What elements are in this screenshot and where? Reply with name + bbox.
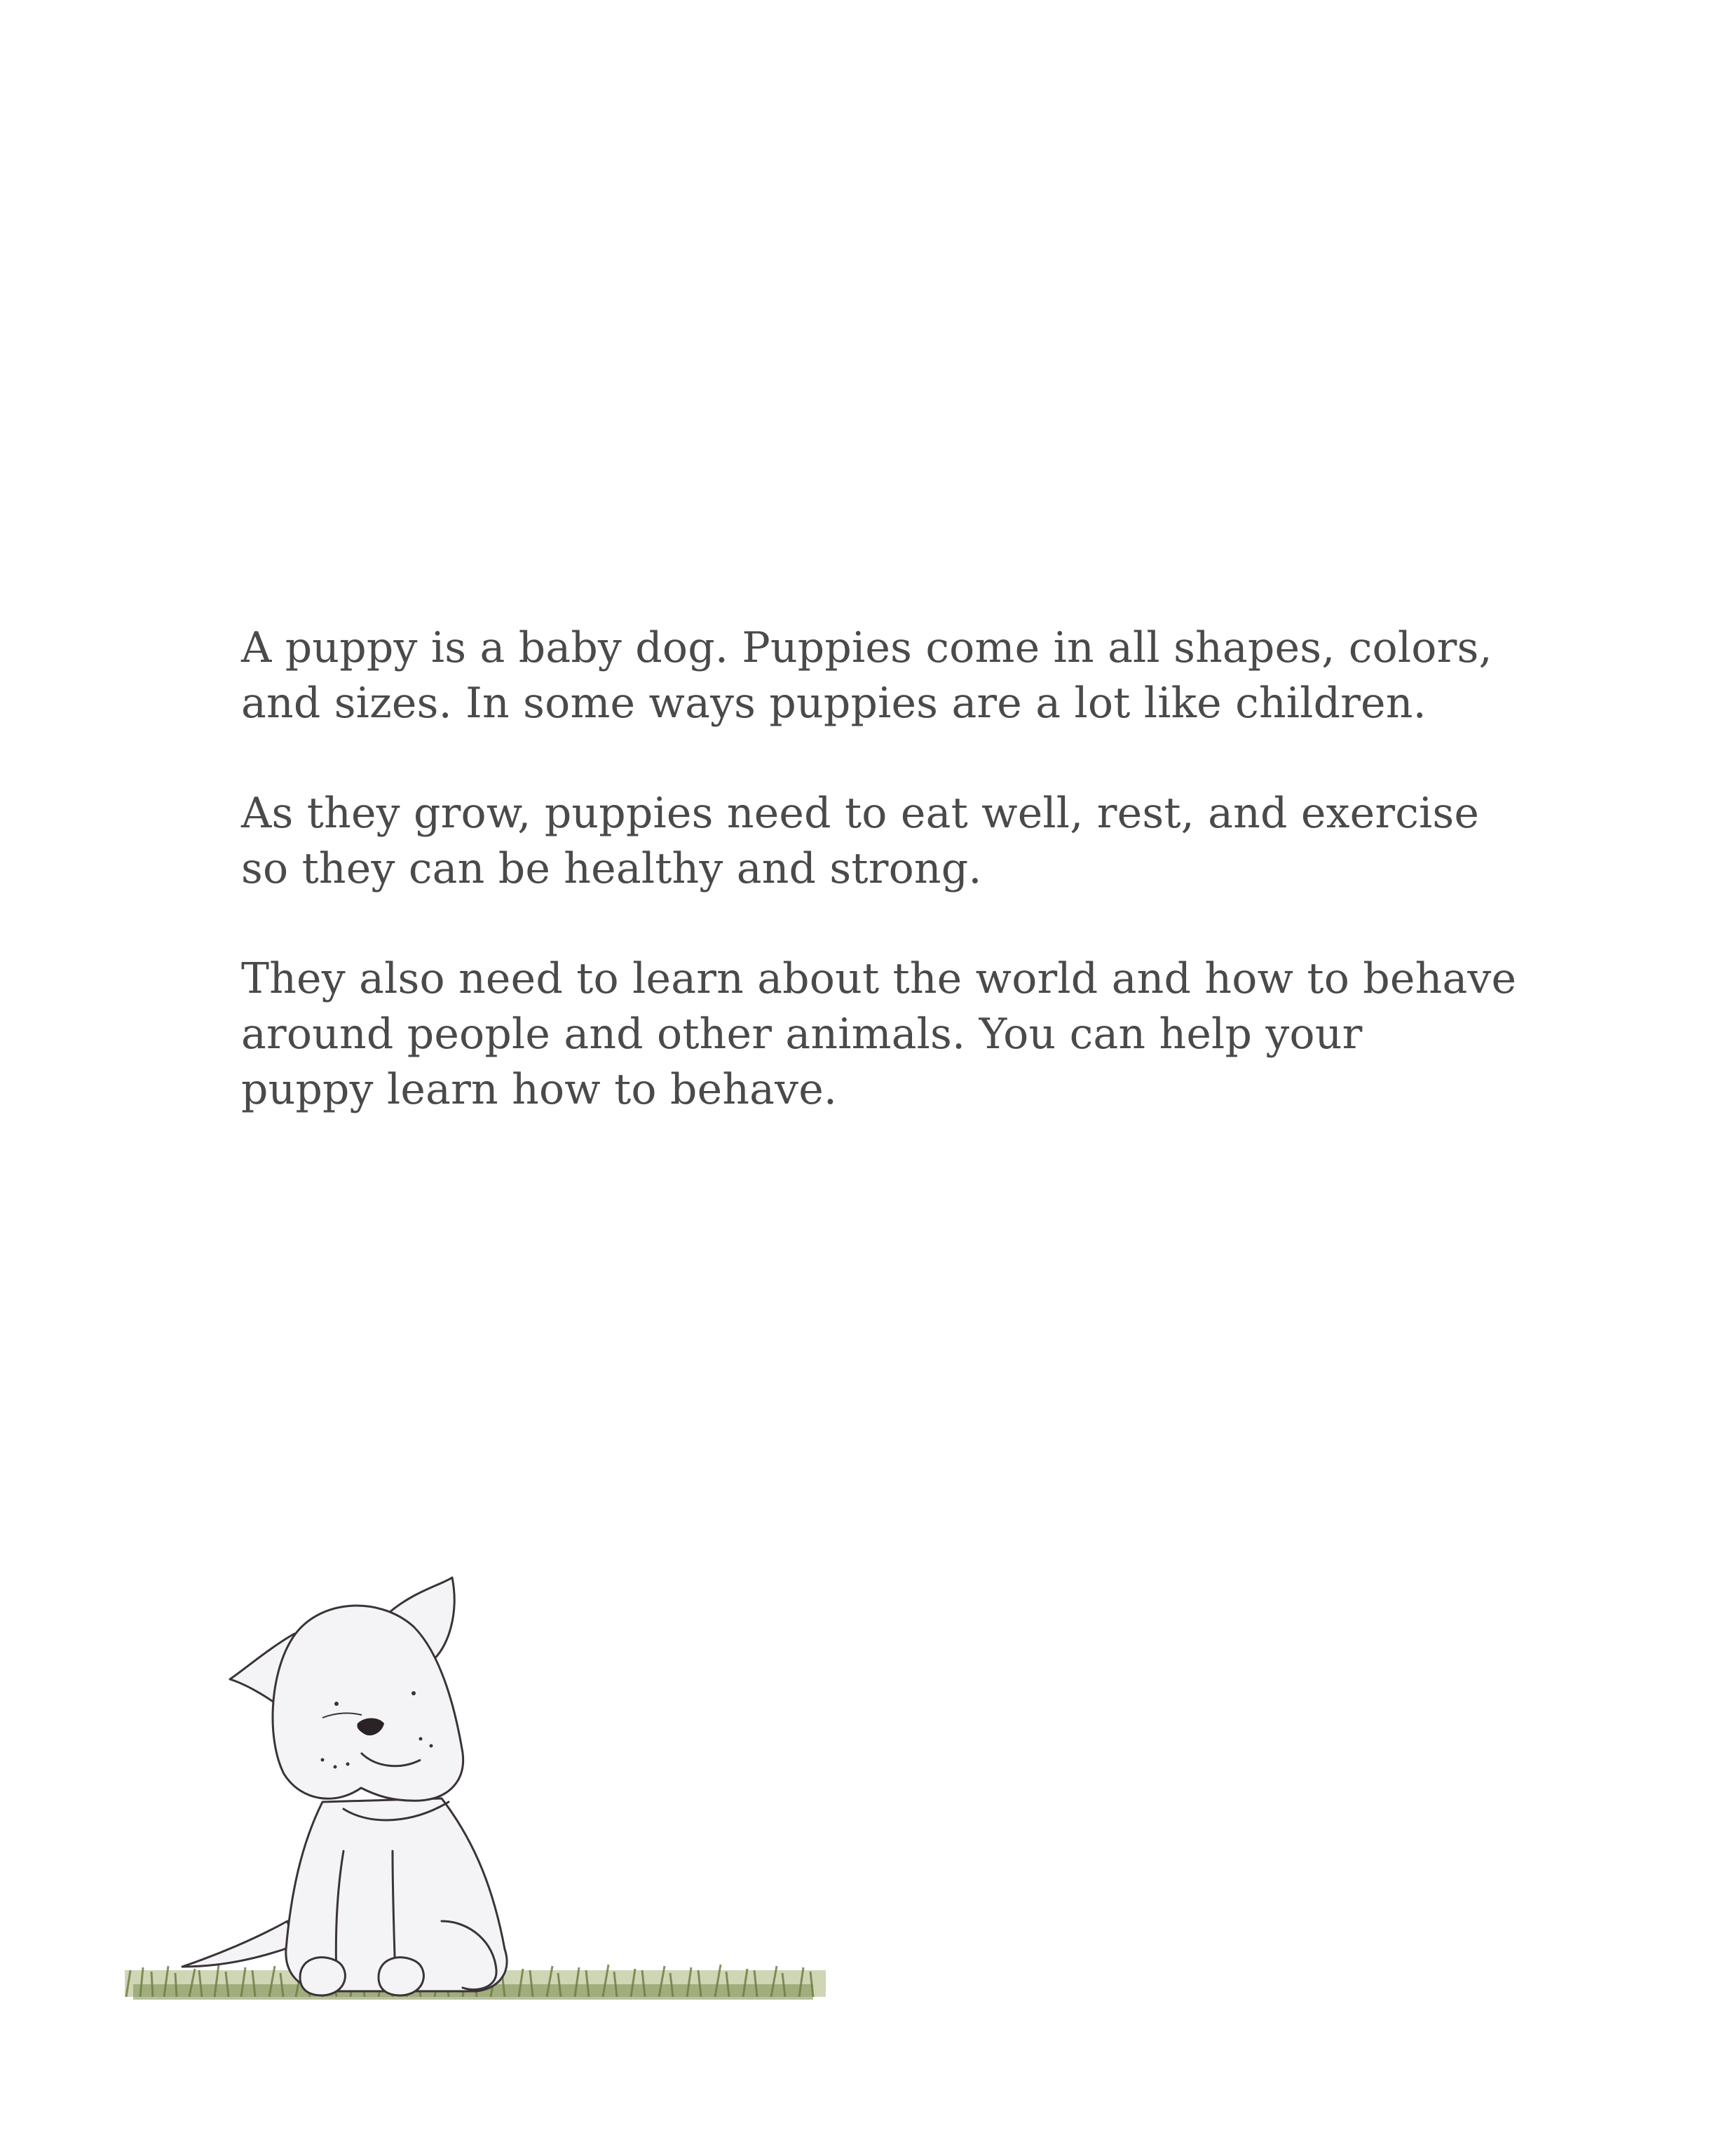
- story-text: [241, 621, 1559, 1172]
- text-line: As they grow, puppies need to eat well, rest, and exercise: [241, 789, 1480, 838]
- text-line: They also need to learn about the world and how to behave: [241, 954, 1517, 1003]
- text-line: and sizes. In some ways puppies are a lot like children.: [241, 679, 1427, 728]
- paragraph-1: [241, 621, 1559, 731]
- puppy-illustration: [112, 1528, 841, 2033]
- text-line: A puppy is a baby dog. Puppies come in all shapes, colors,: [241, 623, 1492, 672]
- text-line: so they can be healthy and strong.: [241, 844, 982, 893]
- paragraph-2: [241, 786, 1559, 897]
- dog-icon: [182, 1578, 507, 1995]
- paragraph-3: [241, 951, 1559, 1118]
- text-line: puppy learn how to behave.: [241, 1065, 838, 1114]
- text-line: around people and other animals. You can help your: [241, 1010, 1363, 1059]
